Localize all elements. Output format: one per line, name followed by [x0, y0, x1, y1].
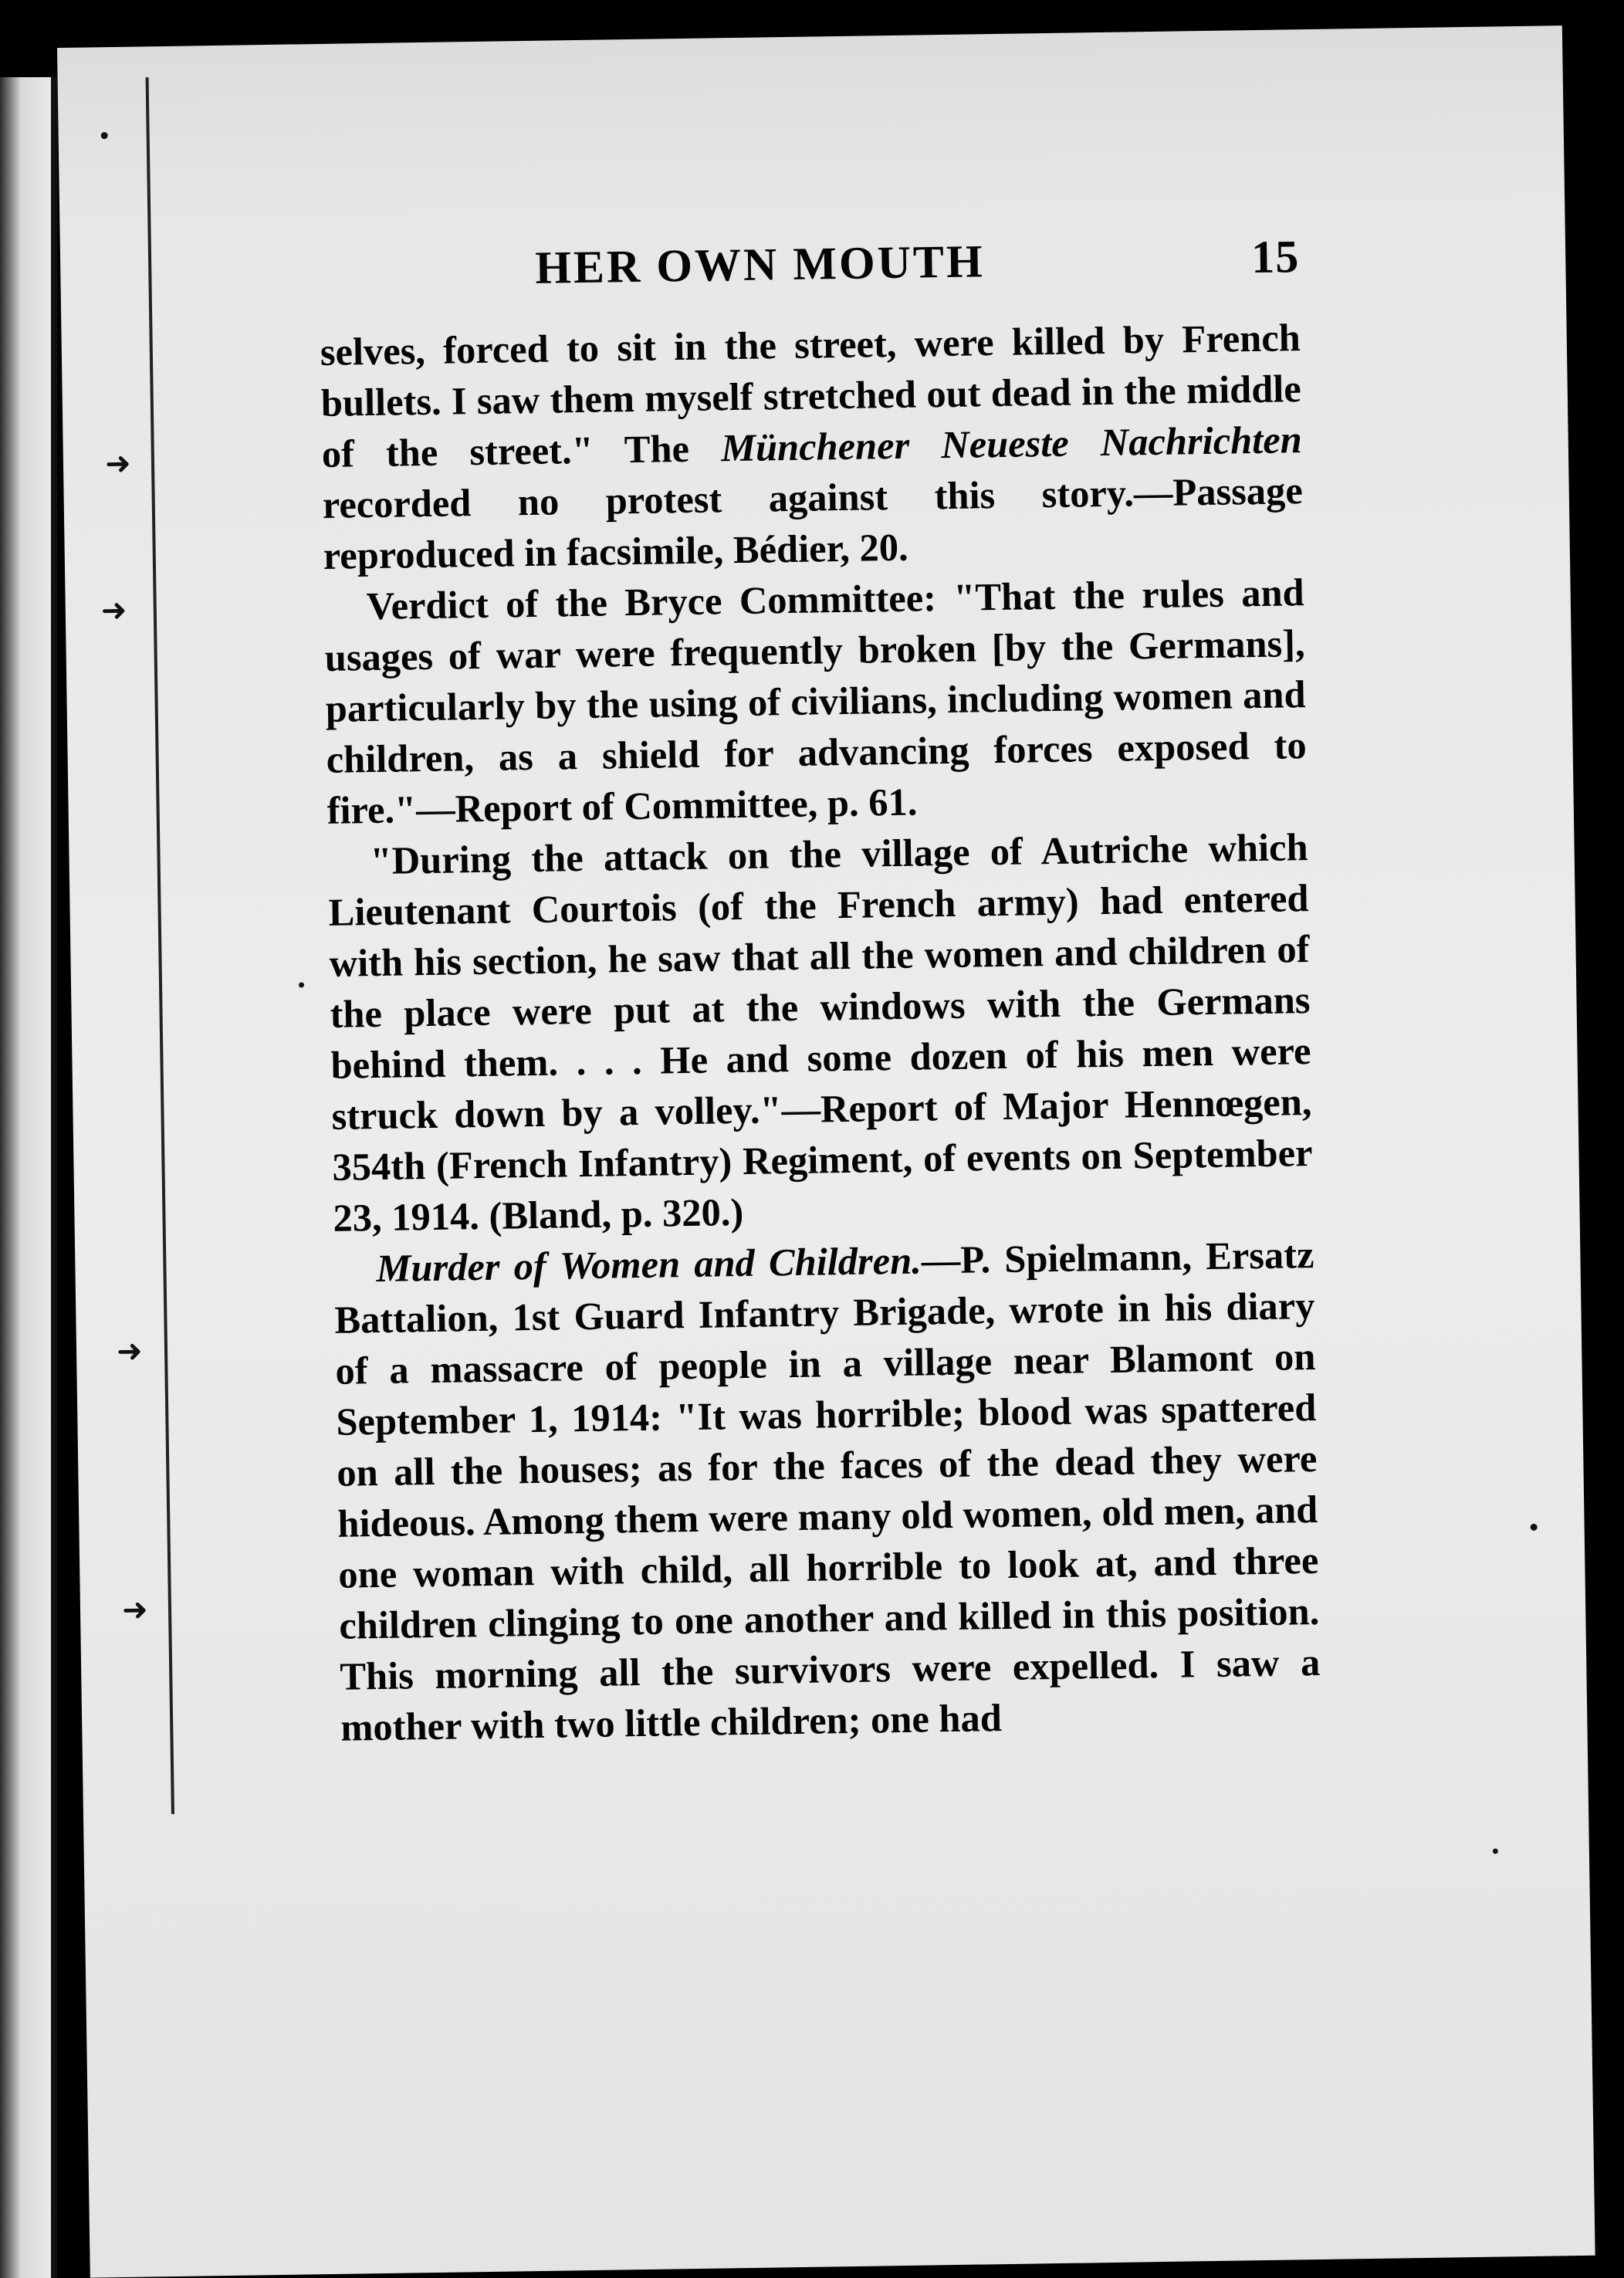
gutter-arrow-icon: ➜	[121, 1592, 148, 1628]
paragraph-text: —P. Spielmann, Ersatz Battalion, 1st Guard Infantry Brigade, wrote in his diary of a massacre of people in a village near Blamont on September 1, 1914: "It was horrible; blood was spattered on all the houses; as for the faces of the dead they were hideous. Among them were many old women, old men, and one woman with child, all horrible to look at, and three children clinging to one another and killed in this position. This morning all the survivors were expelled. I saw a mother with two little children; one had	[334, 1233, 1321, 1749]
body-text	[320, 312, 1321, 1753]
binding-shadow	[51, 77, 57, 2278]
paragraph-2	[323, 567, 1308, 836]
gutter-arrow-icon: ➜	[104, 445, 131, 482]
facing-page-edge	[0, 77, 52, 2278]
page-number: 15	[1250, 231, 1300, 283]
book-page	[57, 25, 1595, 2278]
gutter-arrow-icon: ➜	[116, 1333, 143, 1370]
speck	[101, 132, 108, 139]
paragraph-1	[320, 312, 1304, 581]
speck	[1493, 1849, 1498, 1854]
speck	[1531, 1524, 1538, 1531]
gutter-marks	[100, 47, 167, 2277]
paragraph-text: "During the attack on the village of Autriche which Lieutenant Courtois (of the French army) had entered with his section, he saw that all the women and children of the place were put at the windows with the Germans behind them. . . . He and some dozen of his men were struck down by a volley."—Report of Major Hennœgen, 354th (French Infantry) Regiment, of events on September 23, 1914. (Bland, p. 320.)	[328, 825, 1313, 1240]
paragraph-3	[327, 821, 1314, 1244]
running-head-title: HER OWN MOUTH	[534, 235, 986, 293]
section-heading: Murder of Women and Children.	[376, 1238, 922, 1291]
speck	[299, 982, 304, 987]
paragraph-text: Verdict of the Bryce Committee: "That the rules and usages of war were frequently broken [by the Germans], particularly by the using of civilians, including women and children, as a shield for advancing forces exposed to fire."—Report of Committee, p. 61.	[324, 570, 1307, 832]
paragraph-text: selves, forced to sit in the street, were killed by French bullets. I saw them myself stretched out dead in the middle of the street." The	[320, 316, 1302, 476]
page-text-block	[319, 230, 1321, 1753]
paragraph-4	[333, 1229, 1321, 1753]
gutter-arrow-icon: ➜	[100, 592, 127, 629]
paragraph-text: recorded no protest against this story.—Passage reproduced in facsimile, Bédier, 20.	[322, 469, 1304, 577]
running-head	[319, 230, 1300, 322]
newspaper-title: Münchener Neueste Nachrichten	[720, 418, 1303, 470]
